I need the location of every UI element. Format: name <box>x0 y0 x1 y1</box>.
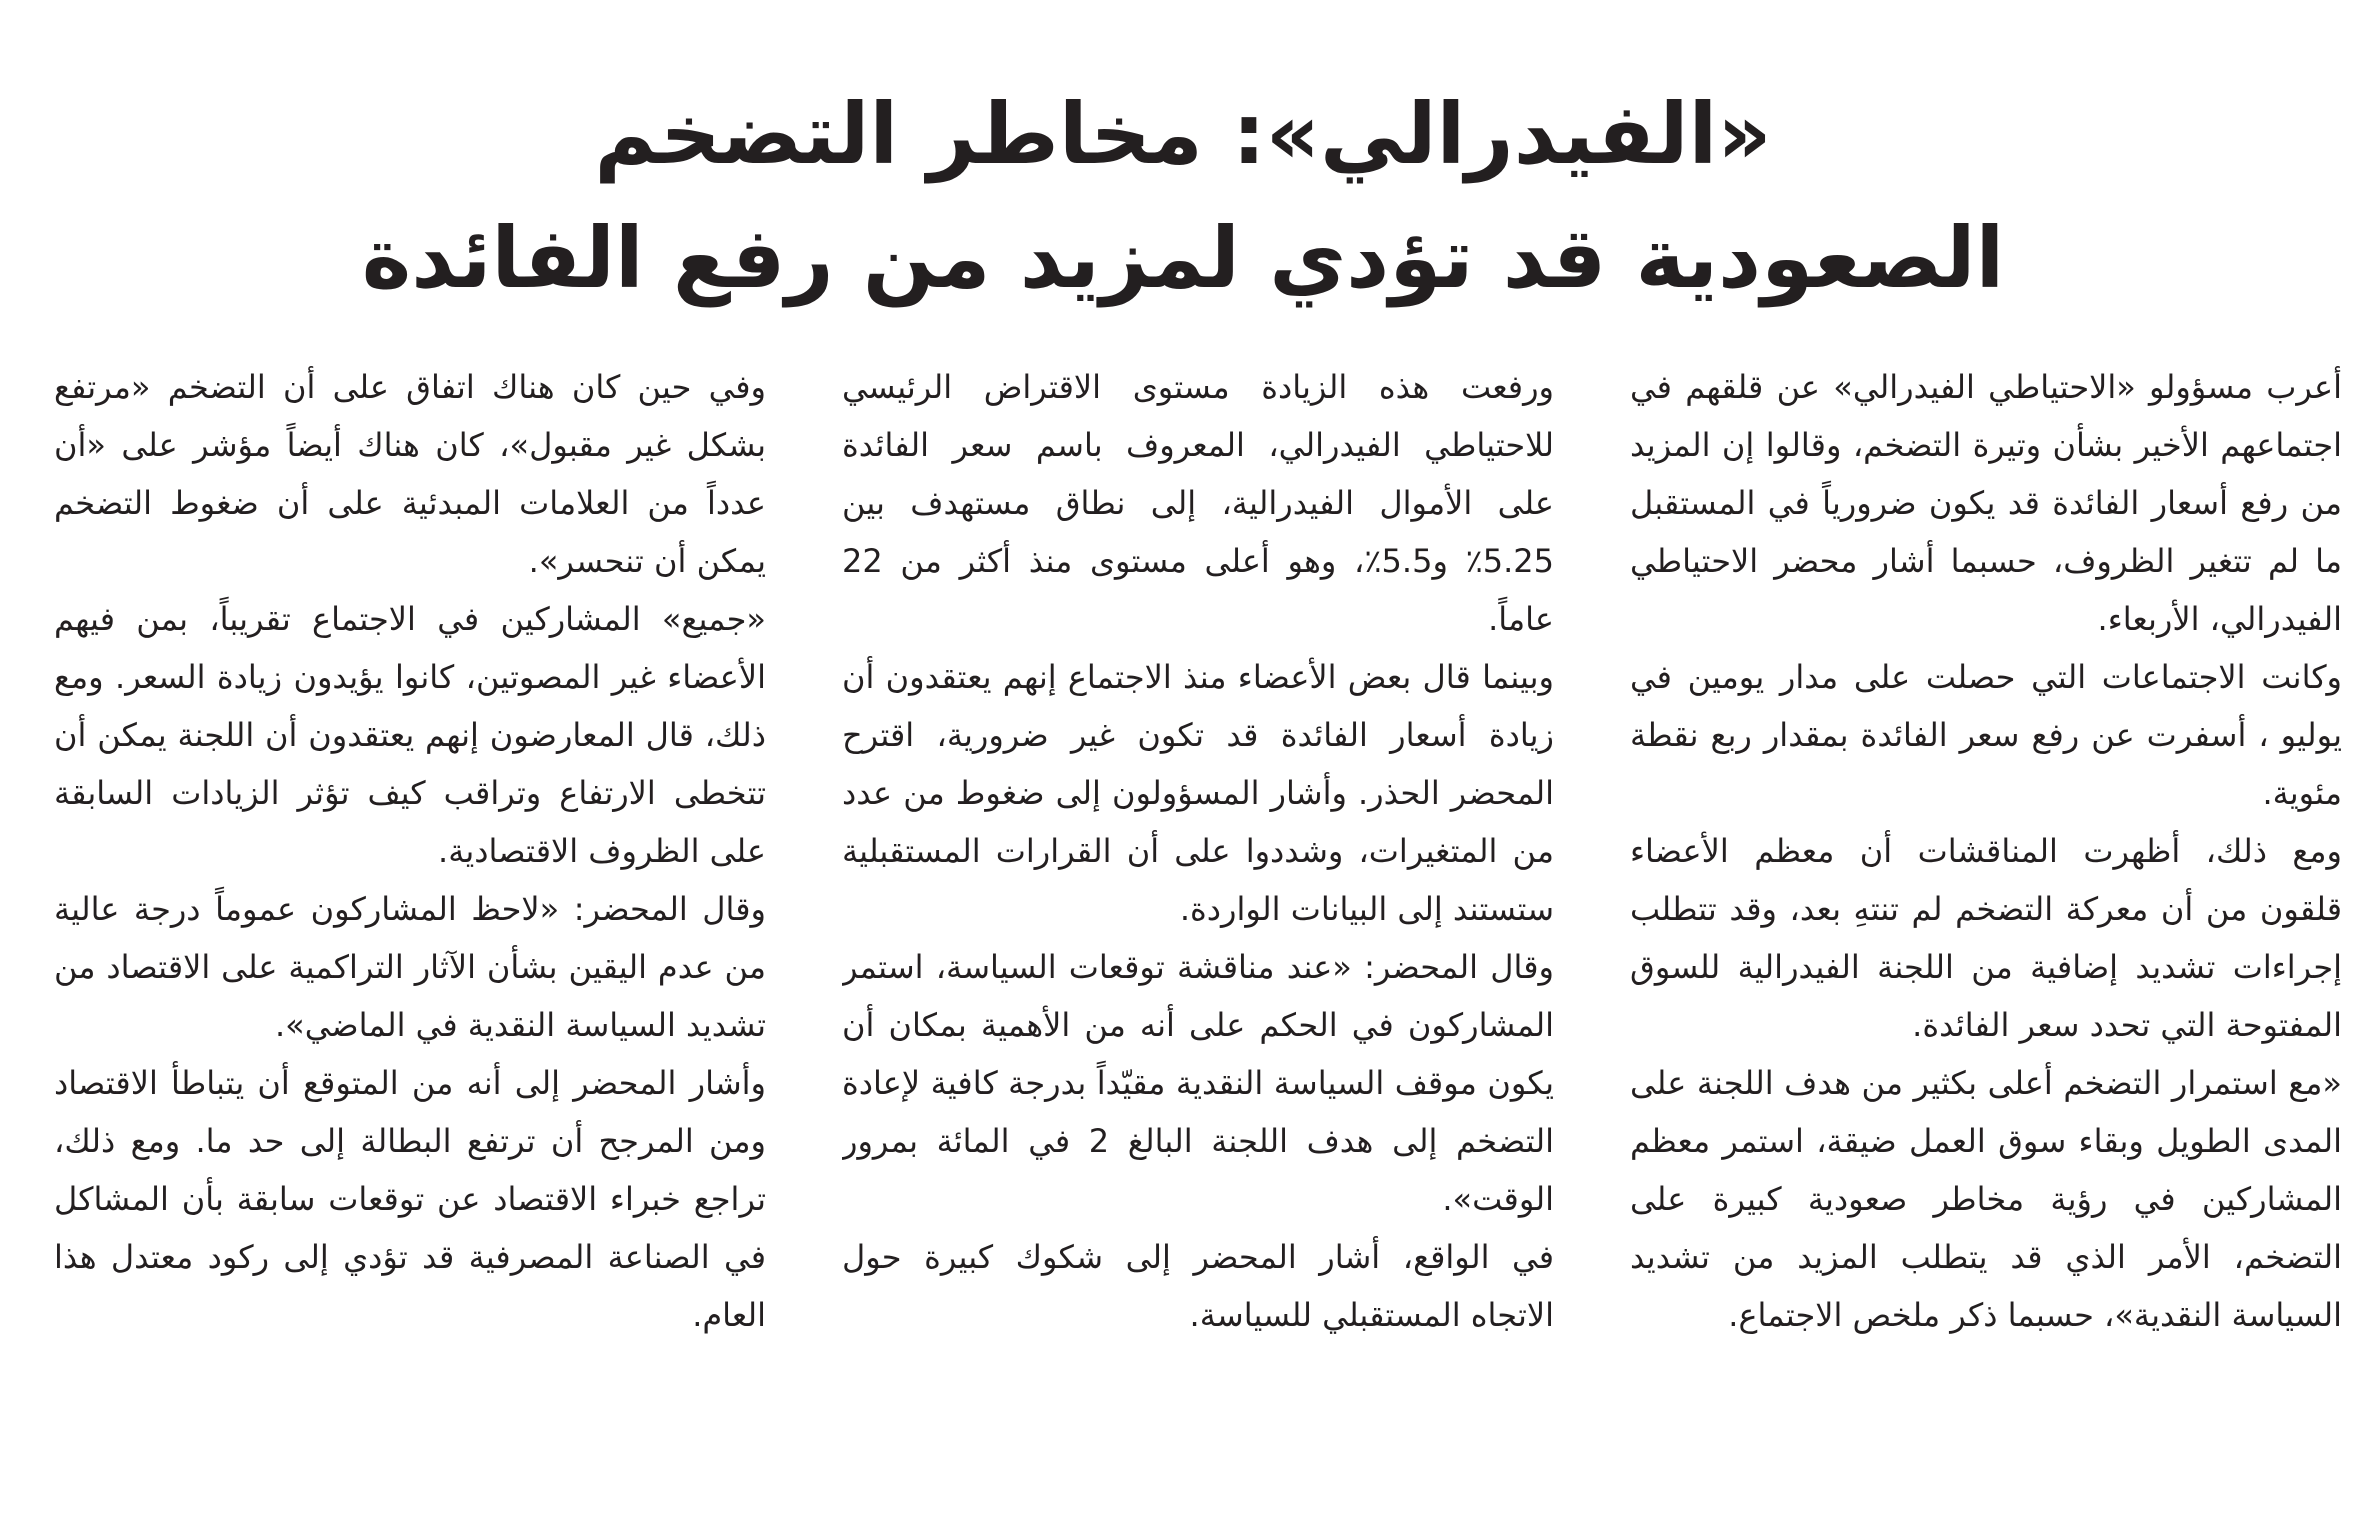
headline-line-1: «الفيدرالي»: مخاطر التضخم <box>594 85 1772 183</box>
paragraph: «جميع» المشاركين في الاجتماع تقريباً، بمن فيهم الأعضاء غير المصوتين، كانوا يؤيدون زيادة السعر. ومع ذلك، قال المعارضون إنهم يعتقدون أن اللجنة يمكن أن تتخطى الارتفاع وتراقب كيف تؤثر الزيادات السابقة على الظروف الاقتصادية. <box>54 600 766 870</box>
paragraph: ورفعت هذه الزيادة مستوى الاقتراض الرئيسي للاحتياطي الفيدرالي، المعروف باسم سعر الفائدة على الأموال الفيدرالية، إلى نطاق مستهدف بين 5.25٪ و5.5٪، وهو أعلى مستوى منذ أكثر من 22 عاماً. <box>842 368 1554 638</box>
paragraph: «مع استمرار التضخم أعلى بكثير من هدف اللجنة على المدى الطويل وبقاء سوق العمل ضيقة، استمر معظم المشاركين في رؤية مخاطر صعودية كبيرة على التضخم، الأمر الذي قد يتطلب المزيد من تشديد السياسة النقدية»، حسبما ذكر ملخص الاجتماع. <box>1630 1064 2342 1334</box>
article-headline <box>0 72 2366 320</box>
article-column-middle <box>842 358 1554 1478</box>
paragraph: أعرب مسؤولو «الاحتياطي الفيدرالي» عن قلقهم في اجتماعهم الأخير بشأن وتيرة التضخم، وقالوا إن المزيد من رفع أسعار الفائدة قد يكون ضرورياً في المستقبل ما لم تتغير الظروف، حسبما أشار محضر الاحتياطي الفيدرالي، الأربعاء. <box>1630 368 2342 638</box>
paragraph: في الواقع، أشار المحضر إلى شكوك كبيرة حول الاتجاه المستقبلي للسياسة. <box>842 1238 1554 1334</box>
paragraph: وكانت الاجتماعات التي حصلت على مدار يومين في يوليو ، أسفرت عن رفع سعر الفائدة بمقدار ربع نقطة مئوية. <box>1630 658 2342 812</box>
headline-line-2: الصعودية قد تؤدي لمزيد من رفع الفائدة <box>361 209 2005 307</box>
paragraph: ومع ذلك، أظهرت المناقشات أن معظم الأعضاء قلقون من أن معركة التضخم لم تنتهِ بعد، وقد تتطلب إجراءات تشديد إضافية من اللجنة الفيدرالية للسوق المفتوحة التي تحدد سعر الفائدة. <box>1630 832 2342 1044</box>
paragraph: وأشار المحضر إلى أنه من المتوقع أن يتباطأ الاقتصاد ومن المرجح أن ترتفع البطالة إلى حد ما. ومع ذلك، تراجع خبراء الاقتصاد عن توقعات سابقة بأن المشاكل في الصناعة المصرفية قد تؤدي إلى ركود معتدل هذا العام. <box>54 1064 766 1334</box>
paragraph: وقال المحضر: «عند مناقشة توقعات السياسة، استمر المشاركون في الحكم على أنه من الأهمية بمكان أن يكون موقف السياسة النقدية مقيّداً بدرجة كافية لإعادة التضخم إلى هدف اللجنة البالغ 2 في المائة بمرور الوقت». <box>842 948 1554 1218</box>
paragraph: وبينما قال بعض الأعضاء منذ الاجتماع إنهم يعتقدون أن زيادة أسعار الفائدة قد تكون غير ضرورية، اقترح المحضر الحذر. وأشار المسؤولون إلى ضغوط من عدد من المتغيرات، وشددوا على أن القرارات المستقبلية ستستند إلى البيانات الواردة. <box>842 658 1554 928</box>
paragraph: وفي حين كان هناك اتفاق على أن التضخم «مرتفع بشكل غير مقبول»، كان هناك أيضاً مؤشر على «أن عدداً من العلامات المبدئية على أن ضغوط التضخم يمكن أن تنحسر». <box>54 368 766 580</box>
article-column-right <box>1630 358 2342 1478</box>
article-body <box>42 358 2342 1478</box>
paragraph: وقال المحضر: «لاحظ المشاركون عموماً درجة عالية من عدم اليقين بشأن الآثار التراكمية على الاقتصاد من تشديد السياسة النقدية في الماضي». <box>54 890 766 1044</box>
article-column-left <box>54 358 766 1478</box>
